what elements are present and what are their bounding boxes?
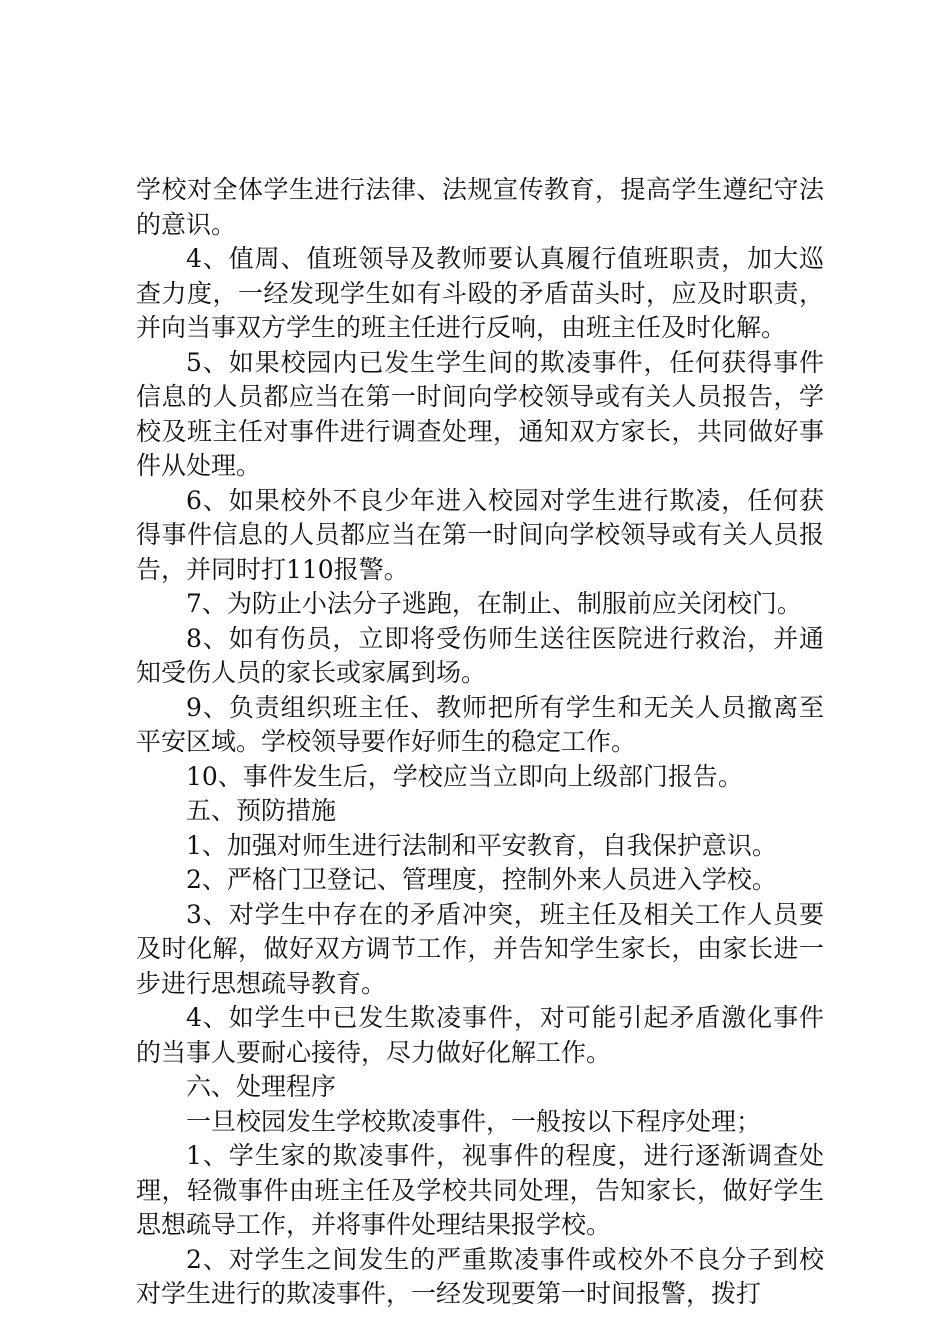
document-body	[136, 173, 824, 1312]
paragraph-11: 2、严格门卫登记、管理度，控制外来人员进入学校。	[186, 865, 777, 894]
section-heading-prevention: 五、预防措施	[186, 796, 337, 825]
paragraph-7: 9、负责组织班主任、教师把所有学生和无关人员撤离至平安区域。学校领导要作好师生的稳定工作。	[136, 692, 824, 756]
section-heading-procedure: 六、处理程序	[186, 1072, 337, 1101]
paragraph-13: 4、如学生中已发生欺凌事件，对可能引起矛盾激化事件的当事人要耐心接待，尽力做好化解工作。	[136, 1003, 824, 1067]
paragraph-4: 6、如果校外不良少年进入校园对学生进行欺凌，任何获得事件信息的人员都应当在第一时间向学校领导或有关人员报告，并同时打110报警。	[136, 485, 824, 584]
paragraph-2: 4、值周、值班领导及教师要认真履行值班职责，加大巡查力度，一经发现学生如有斗殴的矛盾苗头时，应及时职责，并向当事双方学生的班主任进行反响，由班主任及时化解。	[136, 244, 824, 342]
paragraph-3: 5、如果校园内已发生学生间的欺凌事件，任何获得事件信息的人员都应当在第一时间向学校领导或有关人员报告，学校及班主任对事件进行调查处理，通知双方家长，共同做好事件从处理。	[136, 347, 824, 480]
paragraph-1: 学校对全体学生进行法律、法规宣传教育，提高学生遵纪守法的意识。	[136, 175, 824, 239]
paragraph-8: 10、事件发生后，学校应当立即向上级部门报告。	[186, 761, 743, 791]
paragraph-10: 1、加强对师生进行法制和平安教育，自我保护意识。	[186, 830, 777, 860]
paragraph-15: 一旦校园发生学校欺凌事件，一般按以下程序处理；	[186, 1106, 762, 1136]
paragraph-16: 1、学生家的欺凌事件，视事件的程度，进行逐渐调查处理，轻微事件由班主任及学校共同处理，告知家长，做好学生思想疏导工作，并将事件处理结果报学校。	[136, 1141, 824, 1239]
paragraph-6: 8、如有伤员，立即将受伤师生送往医院进行救治，并通知受伤人员的家长或家属到场。	[136, 623, 824, 687]
paragraph-17: 2、对学生之间发生的严重欺凌事件或校外不良分子到校对学生进行的欺凌事件，一经发现要第一时间报警，拨打	[136, 1244, 824, 1308]
paragraph-5: 7、为防止小法分子逃跑，在制止、制服前应关闭校门。	[186, 589, 802, 618]
paragraph-12: 3、对学生中存在的矛盾冲突，班主任及相关工作人员要及时化解，做好双方调节工作，并告知学生家长，由家长进一步进行思想疏导教育。	[136, 899, 824, 998]
